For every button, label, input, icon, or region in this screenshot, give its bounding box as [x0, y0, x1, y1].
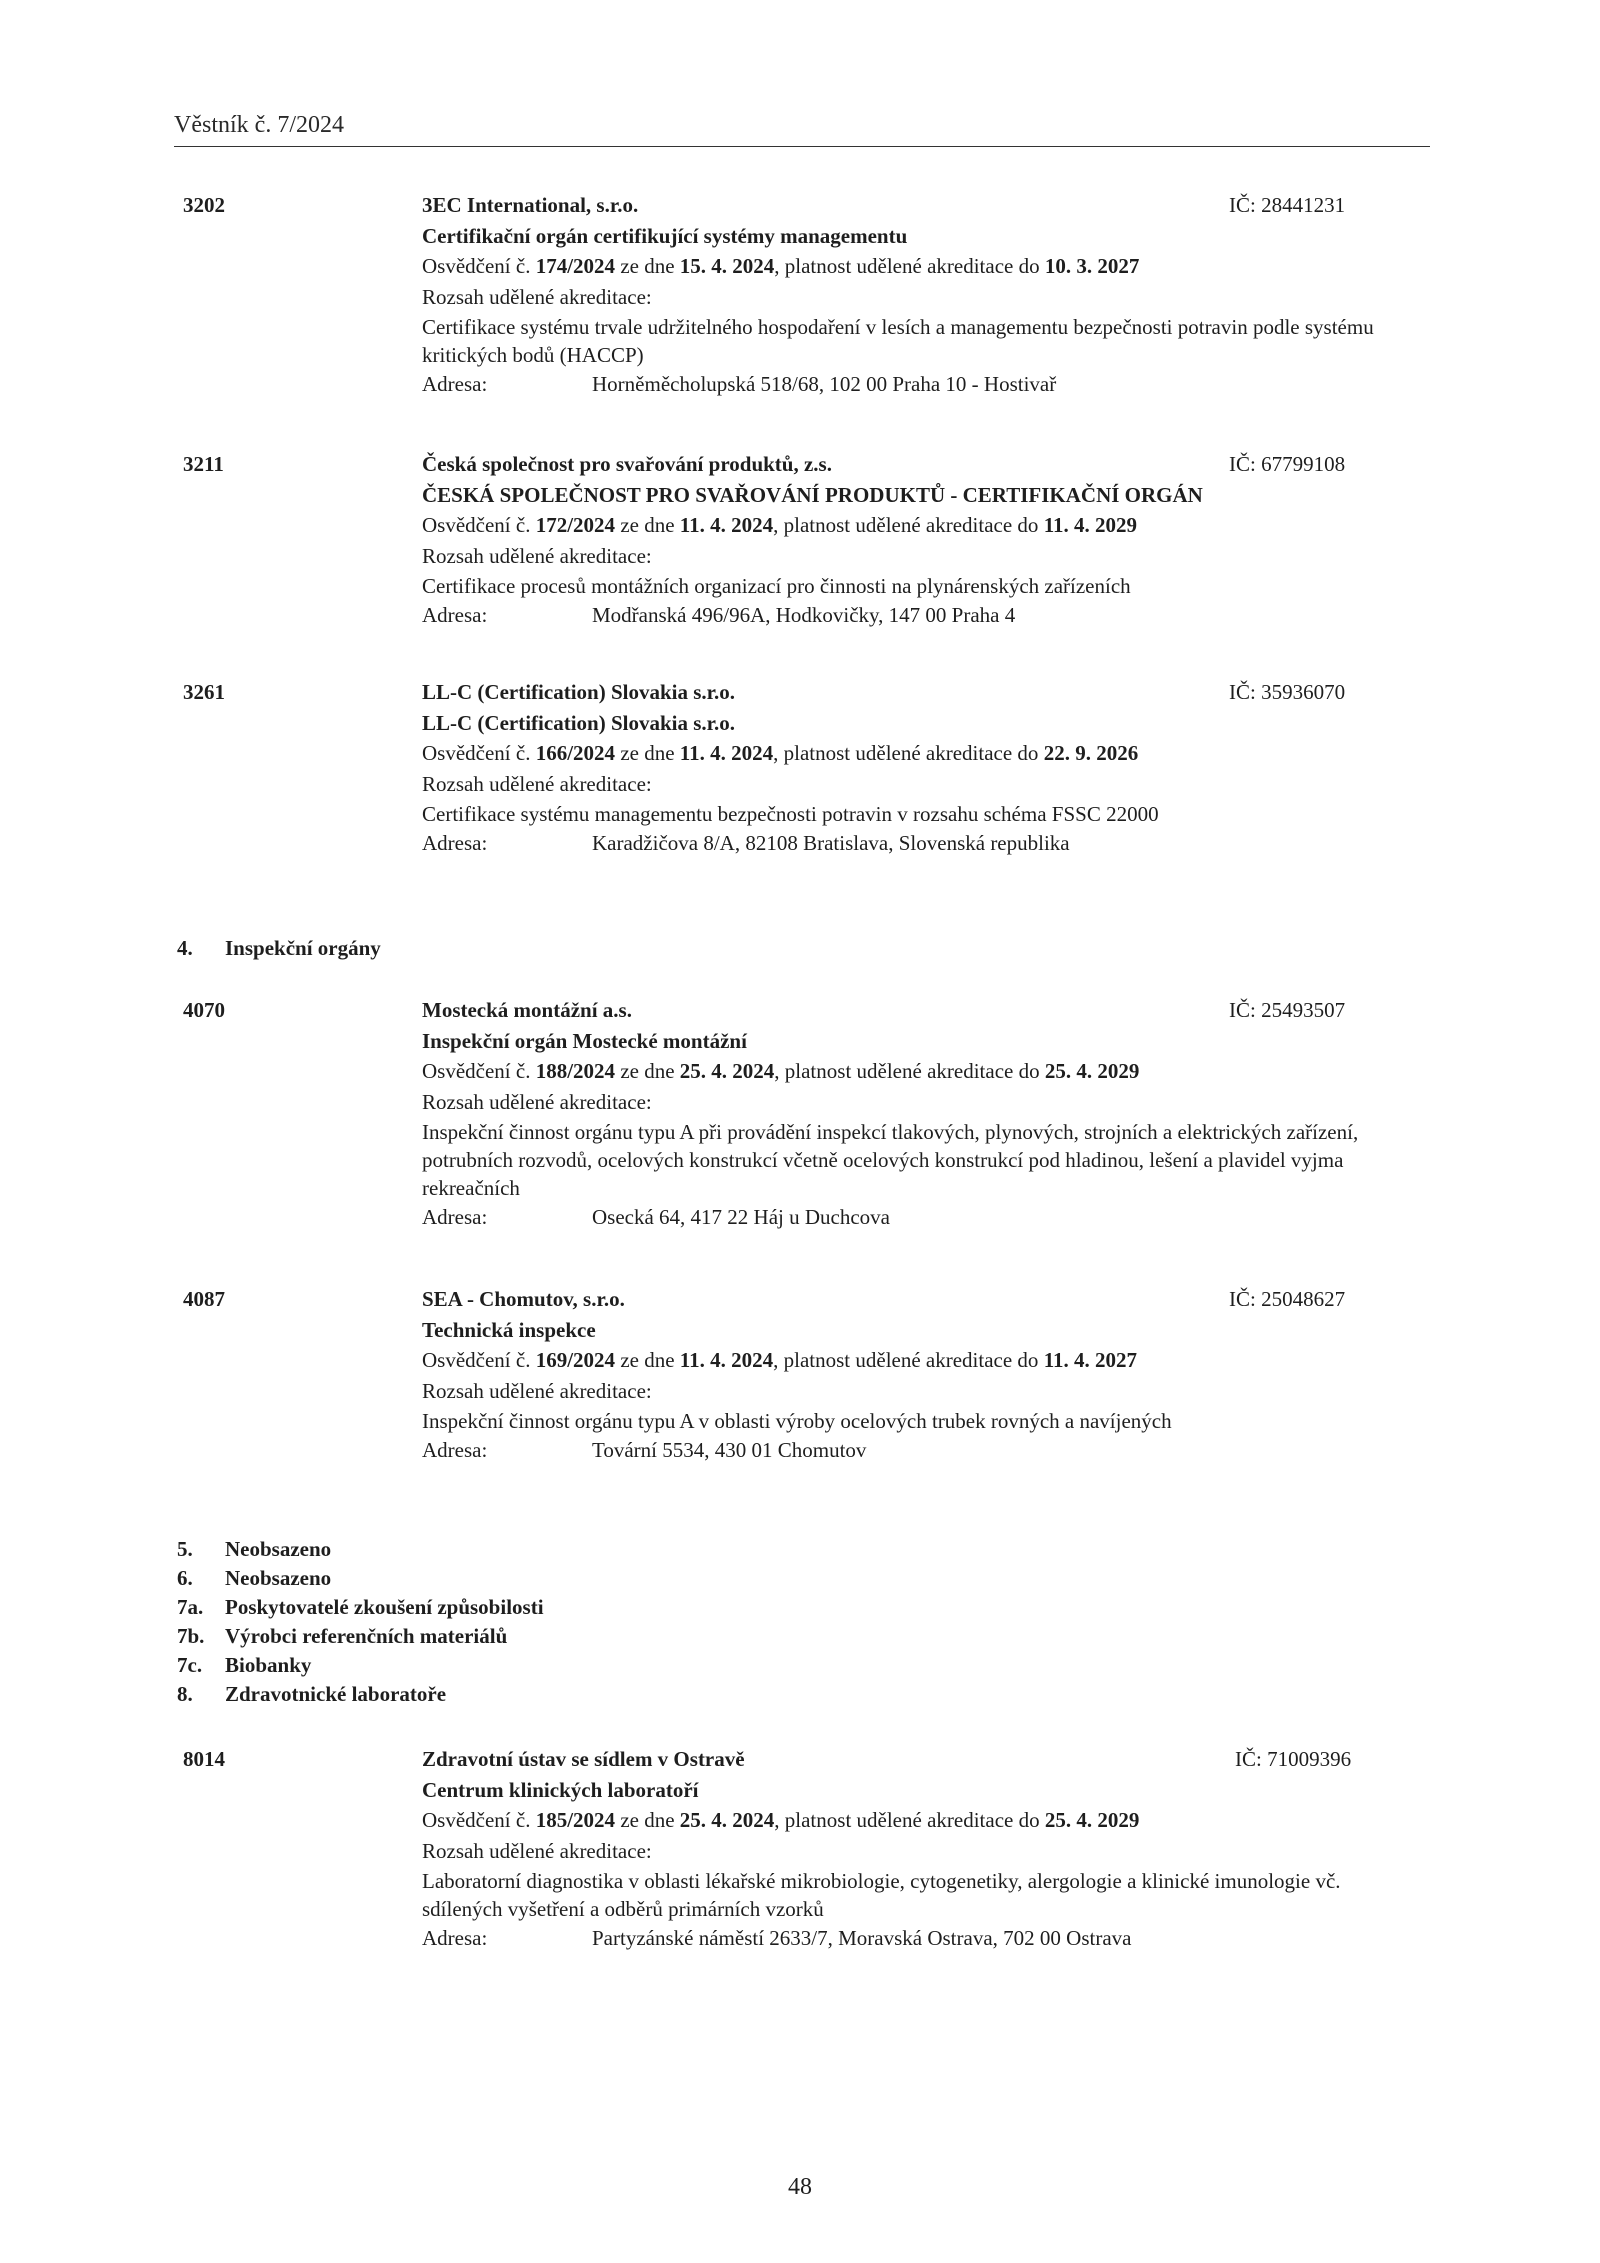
entry-ic: IČ: 71009396 — [1235, 1747, 1352, 1771]
section-label: Neobsazeno — [225, 1566, 332, 1590]
entry-subtitle: LL-C (Certification) Slovakia s.r.o. — [422, 710, 736, 735]
section-label: Poskytovatelé zkoušení způsobilosti — [225, 1595, 544, 1619]
entry-address: Adresa: Karadžičova 8/A, 82108 Bratislava, Slovenská republika — [422, 831, 1070, 855]
entry-scope-label: Rozsah udělené akreditace: — [422, 543, 652, 568]
entry-ic: IČ: 25048627 — [1229, 1287, 1346, 1311]
entry-scope-label: Rozsah udělené akreditace: — [422, 1378, 652, 1403]
section-label: Výrobci referenčních materiálů — [225, 1624, 508, 1648]
entry-scope: Certifikace systému trvale udržitelného hospodaření v lesích a managementu bezpečnosti potravin podle systému kritických bodů (HACCP) — [422, 315, 1374, 367]
entry-number: 3261 — [183, 680, 225, 704]
entry-ic: IČ: 35936070 — [1229, 680, 1346, 704]
entry-scope: Laboratorní diagnostika v oblasti lékařské mikrobiologie, cytogenetiky, alergologie a klinické imunologie vč. sdílených vyšetření a odběrů primárních vzorků — [422, 1869, 1341, 1921]
entry-address: Adresa: Modřanská 496/96A, Hodkovičky, 147 00 Praha 4 — [422, 603, 1016, 627]
section-heading — [177, 1622, 544, 1651]
entry-number: 4087 — [183, 1287, 225, 1311]
section-heading — [177, 1535, 544, 1564]
entry-address: Adresa: Tovární 5534, 430 01 Chomutov — [422, 1438, 867, 1462]
section-number: 8. — [177, 1682, 193, 1706]
entry-address: Adresa: Osecká 64, 417 22 Háj u Duchcova — [422, 1205, 890, 1229]
entry-certificate: Osvědčení č. 174/2024 ze dne 15. 4. 2024, platnost udělené akreditace do 10. 3. 2027 — [422, 254, 1140, 278]
entry-certificate: Osvědčení č. 169/2024 ze dne 11. 4. 2024, platnost udělené akreditace do 11. 4. 2027 — [422, 1348, 1138, 1372]
entry-address: Adresa: Partyzánské náměstí 2633/7, Moravská Ostrava, 702 00 Ostrava — [422, 1926, 1132, 1950]
section-heading — [177, 1564, 544, 1593]
entry-certificate: Osvědčení č. 188/2024 ze dne 25. 4. 2024, platnost udělené akreditace do 25. 4. 2029 — [422, 1059, 1140, 1083]
entry-name: LL-C (Certification) Slovakia s.r.o. — [422, 680, 736, 704]
entry-number: 3202 — [183, 193, 225, 217]
entry-subtitle: Inspekční orgán Mostecké montážní — [422, 1028, 747, 1053]
entry-scope: Inspekční činnost orgánu typu A v oblasti výroby ocelových trubek rovných a navíjených — [422, 1409, 1172, 1433]
section-number: 7a. — [177, 1595, 204, 1619]
section-heading — [177, 1680, 544, 1709]
section-number: 7c. — [177, 1653, 203, 1677]
entry-number: 8014 — [183, 1747, 225, 1771]
entry-ic: IČ: 67799108 — [1229, 452, 1346, 476]
entry-scope-label: Rozsah udělené akreditace: — [422, 771, 652, 796]
entry-scope: Certifikace systému managementu bezpečnosti potravin v rozsahu schéma FSSC 22000 — [422, 802, 1159, 826]
entry-subtitle: Technická inspekce — [422, 1317, 596, 1342]
entry-name: Česká společnost pro svařování produktů, z.s. — [422, 452, 832, 476]
section-number: 5. — [177, 1537, 193, 1561]
entry-subtitle: ČESKÁ SPOLEČNOST PRO SVAŘOVÁNÍ PRODUKTŮ - CERTIFIKAČNÍ ORGÁN — [422, 482, 1203, 507]
section-label: Biobanky — [225, 1653, 312, 1677]
section-list — [177, 1535, 544, 1709]
entry-ic: IČ: 28441231 — [1229, 193, 1346, 217]
entry-certificate: Osvědčení č. 185/2024 ze dne 25. 4. 2024, platnost udělené akreditace do 25. 4. 2029 — [422, 1808, 1140, 1832]
section-heading — [177, 1651, 544, 1680]
entry-subtitle: Centrum klinických laboratoří — [422, 1777, 699, 1802]
section-number: 6. — [177, 1566, 193, 1590]
section-number: 4. — [177, 936, 193, 960]
page-header — [174, 112, 1430, 147]
entry-scope-label: Rozsah udělené akreditace: — [422, 284, 652, 309]
section-number: 7b. — [177, 1624, 205, 1648]
entry-name: SEA - Chomutov, s.r.o. — [422, 1287, 625, 1311]
entry-name: Zdravotní ústav se sídlem v Ostravě — [422, 1747, 745, 1771]
entry-certificate: Osvědčení č. 166/2024 ze dne 11. 4. 2024, platnost udělené akreditace do 22. 9. 2026 — [422, 741, 1139, 765]
entry-name: Mostecká montážní a.s. — [422, 998, 632, 1022]
entry-address: Adresa: Horněměcholupská 518/68, 102 00 Praha 10 - Hostivař — [422, 372, 1057, 396]
entry-name: 3EC International, s.r.o. — [422, 193, 639, 217]
journal-title: Věstník č. 7/2024 — [174, 112, 344, 138]
section-label: Neobsazeno — [225, 1537, 332, 1561]
section-label: Inspekční orgány — [225, 936, 381, 960]
entry-number: 3211 — [183, 452, 224, 476]
entry-scope: Certifikace procesů montážních organizací pro činnosti na plynárenských zařízeních — [422, 574, 1131, 598]
page-number: 48 — [788, 2174, 812, 2200]
section-heading — [177, 934, 381, 963]
entry-scope: Inspekční činnost orgánu typu A při provádění inspekcí tlakových, plynových, strojních a elektrických zařízení, potrubních rozvodů, ocelových konstrukcí včetně ocelových konstrukcí pod hladinou, lešení a plavidel vyjma rekreačních — [422, 1120, 1359, 1200]
entry-subtitle: Certifikační orgán certifikující systémy managementu — [422, 223, 908, 248]
entry-certificate: Osvědčení č. 172/2024 ze dne 11. 4. 2024, platnost udělené akreditace do 11. 4. 2029 — [422, 513, 1138, 537]
section-heading — [177, 1593, 544, 1622]
entry-number: 4070 — [183, 998, 225, 1022]
section-label: Zdravotnické laboratoře — [225, 1682, 447, 1706]
entry-ic: IČ: 25493507 — [1229, 998, 1346, 1022]
entry-scope-label: Rozsah udělené akreditace: — [422, 1838, 652, 1863]
entry-scope-label: Rozsah udělené akreditace: — [422, 1089, 652, 1114]
